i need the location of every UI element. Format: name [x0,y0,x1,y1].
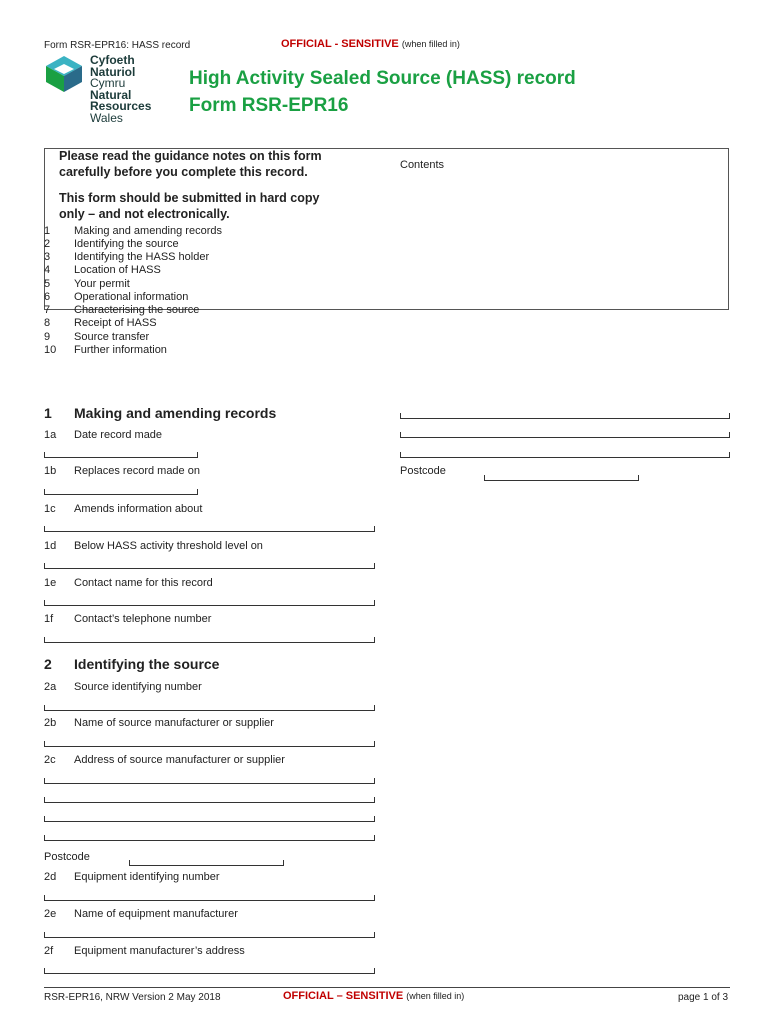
logo-line: Cyfoeth [90,53,135,67]
source-manufacturer-address-field[interactable] [44,816,375,822]
question-text: Contact’s telephone number [74,613,212,625]
logo-wordmark [90,55,151,124]
question-number: 1c [44,503,56,515]
classification-label: OFFICIAL - SENSITIVE [281,38,399,50]
form-subtitle: Form RSR-EPR16 [189,95,349,116]
contents-label: Identifying the HASS holder [74,251,210,263]
contents-heading: Contents [400,159,445,171]
question-number: 1d [44,540,57,552]
guidance-line: Please read the guidance notes on this form [59,149,322,163]
below-threshold-field[interactable] [44,563,375,569]
contact-name-field[interactable] [44,600,375,606]
submission-note [59,190,319,222]
question-number: 2e [44,908,57,920]
question-number: 1b [44,465,57,477]
section-number: 1 [44,405,52,421]
contents-number: 6 [44,291,51,303]
contents-label: Characterising the source [74,304,200,316]
section-title: Making and amending records [74,405,277,421]
contents-label: Making and amending records [74,225,222,237]
question-number: 2f [44,945,54,957]
logo-line: Resources [90,99,152,113]
question-text: Contact name for this record [74,577,213,589]
question-text: Equipment manufacturer’s address [74,945,245,957]
section-number: 2 [44,656,52,672]
classification-note: (when filled in) [401,39,460,49]
classification-note: (when filled in) [406,991,465,1001]
question-number: 1a [44,429,57,441]
amends-information-field[interactable] [44,526,375,532]
contents-label: Receipt of HASS [74,317,157,329]
question-number: 1f [44,613,54,625]
guidance-line: only – and not electronically. [59,207,230,221]
source-manufacturer-address-field[interactable] [44,835,375,841]
contents-label: Location of HASS [74,264,161,276]
question-number: 2d [44,871,57,883]
contents-label: Further information [74,344,167,356]
contents-number: 7 [44,304,51,316]
date-record-made-field[interactable] [44,452,198,458]
contents-number: 4 [44,264,51,276]
classification-label: OFFICIAL – SENSITIVE [283,990,404,1002]
page-number: page 1 of 3 [678,992,729,1003]
question-text: Equipment identifying number [74,871,220,883]
guidance-line: This form should be submitted in hard copy [59,191,320,205]
contents-label: Identifying the source [74,238,179,250]
logo-line: Natural [90,87,132,102]
page-title: High Activity Sealed Source (HASS) record [189,68,576,89]
address-line-field[interactable] [400,413,730,419]
question-text: Name of equipment manufacturer [74,908,238,920]
contact-telephone-field[interactable] [44,637,375,643]
contents-label: Operational information [74,291,189,303]
source-manufacturer-name-field[interactable] [44,741,375,747]
guidance-line: carefully before you complete this record. [59,165,308,179]
postcode-label: Postcode [400,465,446,477]
question-text: Name of source manufacturer or supplier [74,717,274,729]
question-number: 1e [44,577,57,589]
source-manufacturer-address-field[interactable] [44,778,375,784]
question-text: Replaces record made on [74,465,200,477]
question-text: Address of source manufacturer or supplier [74,754,285,766]
guidance-note [59,148,322,180]
question-text: Date record made [74,429,163,441]
nrw-logo-icon [44,56,84,92]
contents-number: 2 [44,238,51,250]
logo-line: Cymru [90,76,126,90]
contents-label: Your permit [74,278,130,290]
contents-number: 5 [44,278,51,290]
replaces-record-field[interactable] [44,489,198,495]
address-line-field[interactable] [400,432,730,438]
source-id-field[interactable] [44,705,375,711]
logo-line: Wales [90,110,123,125]
question-number: 2c [44,754,56,766]
logo-line: Naturiol [90,64,136,79]
contents-number: 10 [44,344,57,356]
form-reference: Form RSR-EPR16: HASS record [44,40,191,51]
equipment-manufacturer-name-field[interactable] [44,932,375,938]
classification-header [281,38,460,50]
question-number: 2a [44,681,57,693]
equipment-manufacturer-address-field[interactable] [44,968,375,974]
contents-number: 1 [44,225,51,237]
footer-version: RSR-EPR16, NRW Version 2 May 2018 [44,992,221,1003]
footer-classification [283,990,464,1002]
postcode-field[interactable] [129,860,284,866]
question-text: Below HASS activity threshold level on [74,540,263,552]
question-text: Source identifying number [74,681,202,693]
contents-number: 9 [44,331,51,343]
contents-label: Source transfer [74,331,150,343]
equipment-id-field[interactable] [44,895,375,901]
contents-number: 3 [44,251,51,263]
section-title: Identifying the source [74,656,220,672]
postcode-field[interactable] [484,475,639,481]
question-text: Amends information about [74,503,203,515]
postcode-label: Postcode [44,851,90,863]
address-line-field[interactable] [400,452,730,458]
source-manufacturer-address-field[interactable] [44,797,375,803]
footer-divider [44,987,730,988]
contents-number: 8 [44,317,51,329]
question-number: 2b [44,717,57,729]
